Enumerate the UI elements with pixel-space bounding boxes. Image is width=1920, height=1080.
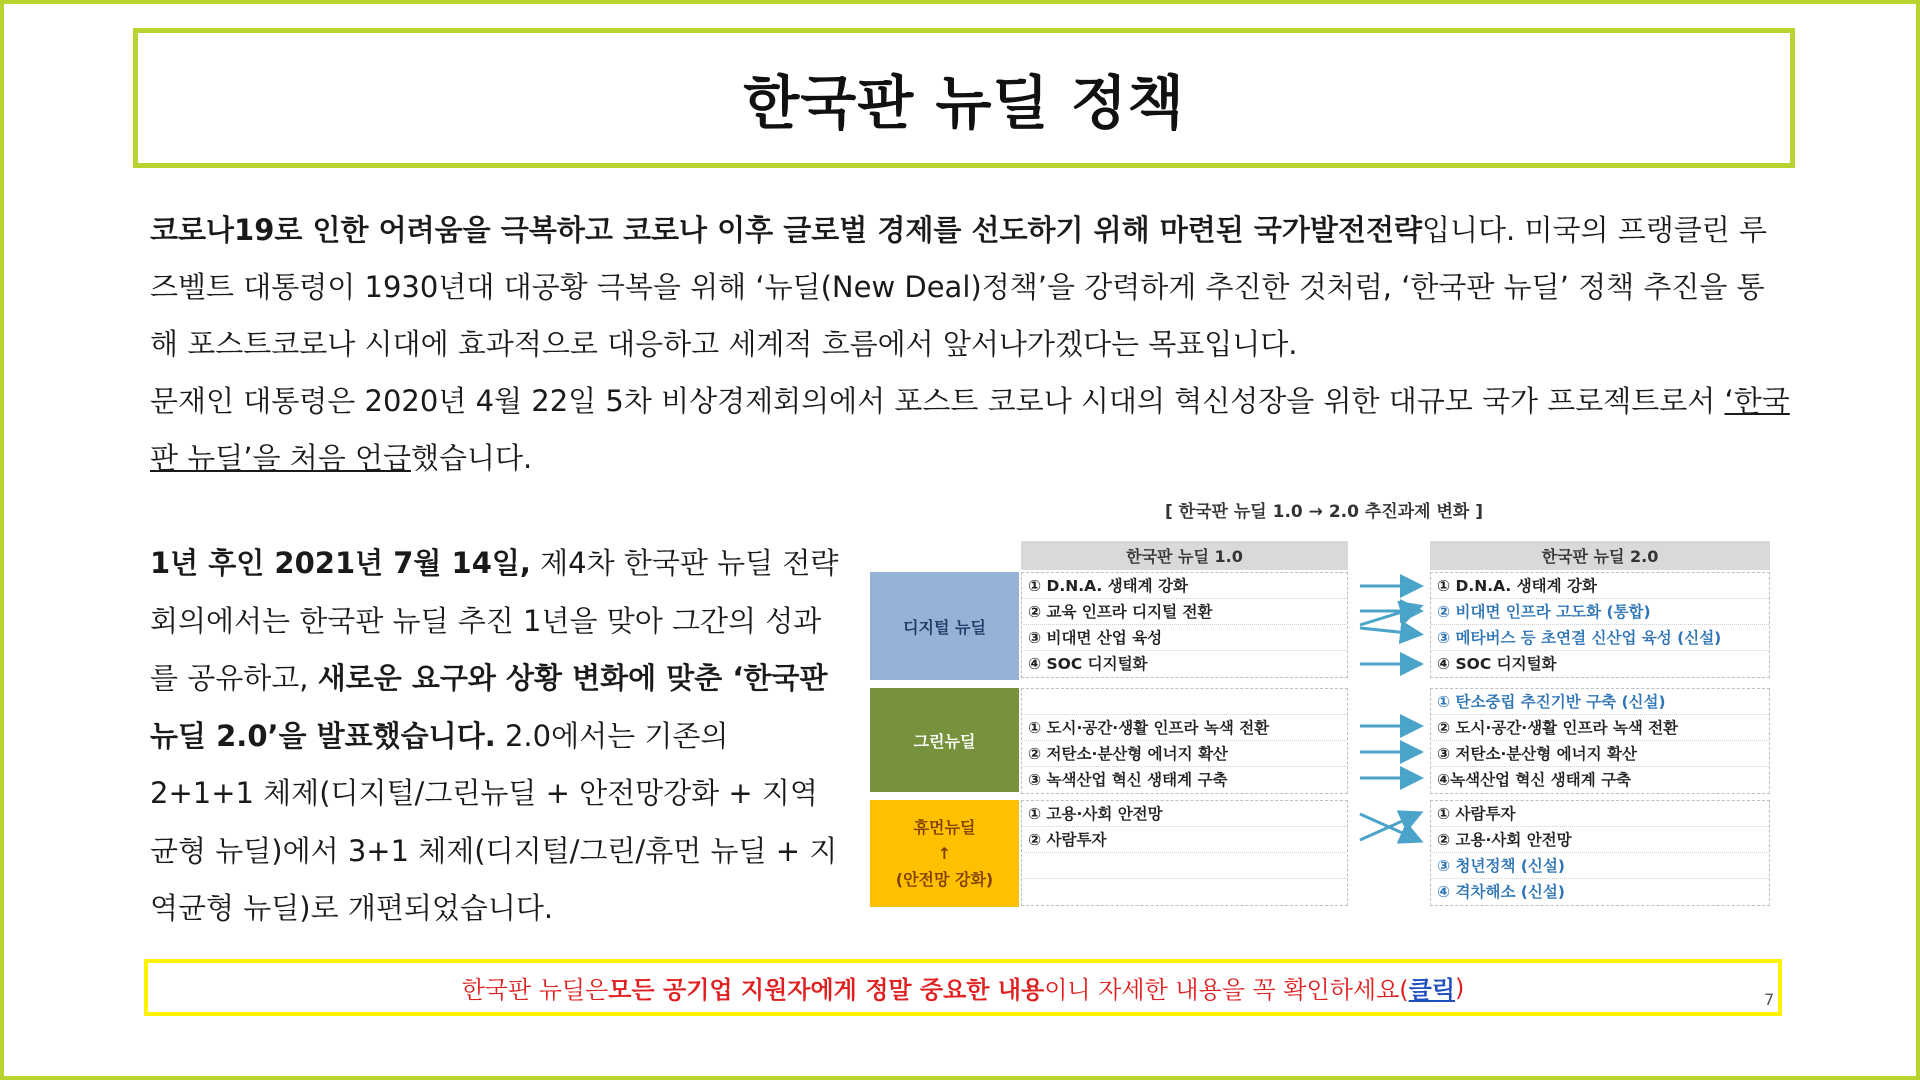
list-item: ② 도시·공간·생활 인프라 녹색 전환 xyxy=(1431,715,1769,741)
list-item: ② 교육 인프라 디지털 전환 xyxy=(1022,599,1347,625)
list-item: ④녹색산업 혁신 생태계 구축 xyxy=(1437,771,1632,789)
v1-digital-list xyxy=(1021,572,1348,678)
intro-underlined: ‘한국판 뉴딜’을 처음 언급 xyxy=(150,384,1790,475)
list-item: ② 저탄소·분산형 에너지 확산 xyxy=(1022,741,1347,767)
col-header-v2: 한국판 뉴딜 2.0 xyxy=(1430,541,1770,570)
notice-bold: 모든 공기업 지원자에게 정말 중요한 내용 xyxy=(608,976,1045,1004)
list-item: ① D.N.A. 생태계 강화 xyxy=(1022,573,1347,599)
list-item: ③ 비대면 산업 육성 xyxy=(1022,625,1347,651)
category-human xyxy=(870,800,1019,907)
notice-box xyxy=(144,959,1782,1016)
category-human-arrow: ↑ xyxy=(937,843,952,863)
category-digital xyxy=(870,572,1019,680)
list-item: ③ 저탄소·분산형 에너지 확산 xyxy=(1431,741,1769,767)
list-item: ④ SOC 디지털화 xyxy=(1437,655,1557,673)
v2-digital-list xyxy=(1430,572,1770,678)
list-item: ① 사람투자 xyxy=(1431,801,1769,827)
category-green-label: 그린뉴딜 xyxy=(913,731,976,751)
intro-bold-lead: 코로나19로 인한 어려움을 극복하고 코로나 이후 글로벌 경제를 선도하기 위해 마련된 국가발전전략 xyxy=(150,213,1422,247)
list-item: ③ 메타버스 등 초연결 신산업 육성 (신설) xyxy=(1431,625,1769,651)
list-item: ③ 청년정책 (신설) xyxy=(1431,853,1769,879)
v1-green-list xyxy=(1021,688,1348,794)
figure-caption: [ 한국판 뉴딜 1.0 → 2.0 추진과제 변화 ] xyxy=(1164,502,1483,522)
category-human-line2: (안전망 강화) xyxy=(895,869,994,889)
list-item: ④ 격차해소 (신설) xyxy=(1437,883,1565,901)
comparison-figure xyxy=(870,541,1770,906)
list-item: ③ 녹색산업 혁신 생태계 구축 xyxy=(1028,771,1228,789)
intro-text-2: 문재인 대통령은 2020년 4월 22일 5차 비상경제회의에서 포스트 코로나 시대의 혁신성장을 위한 대규모 국가 프로젝트로서 xyxy=(150,384,1725,418)
category-digital-label: 디지털 뉴딜 xyxy=(903,617,986,637)
list-item xyxy=(1022,689,1347,715)
page-title: 한국판 뉴딜 정책 xyxy=(743,69,1185,137)
second-text-2: 2.0에서는 기존의 2+1+1 체제(디지털/그린뉴딜 + 안전망강화 + 지역균형 뉴딜)에서 3+1 체제(디지털/그린/휴먼 뉴딜 + 지역균형 뉴딜)로 개편되었습니다. xyxy=(150,718,838,925)
list-item: ④ SOC 디지털화 xyxy=(1028,655,1148,673)
transition-arrows xyxy=(1350,570,1430,910)
list-item xyxy=(1022,853,1347,879)
notice-click-link[interactable]: 클릭 xyxy=(1408,976,1456,1004)
notice-text-2: 이니 자세한 내용을 꼭 확인하세요( xyxy=(1044,976,1409,1004)
category-human-line1: 휴먼뉴딜 xyxy=(913,817,976,837)
newdeal-2-paragraph xyxy=(150,535,840,938)
list-item: ① 도시·공간·생활 인프라 녹색 전환 xyxy=(1022,715,1347,741)
intro-text-1: 입니다. 미국의 프랭클린 루즈벨트 대통령이 1930년대 대공황 극복을 위해 ‘뉴딜(New Deal)정책’을 강력하게 추진한 것처럼, ‘한국판 뉴딜’ 정책 추진을 통해 포스트코로나 시대에 효과적으로 대응하고 세계적 흐름에서 앞서나가겠다는 목표입니다. xyxy=(150,213,1768,361)
v2-green-list xyxy=(1430,688,1770,794)
list-item: ② 비대면 인프라 고도화 (통합) xyxy=(1431,599,1769,625)
intro-text-3: 했습니다. xyxy=(411,441,533,475)
list-item: ① D.N.A. 생태계 강화 xyxy=(1431,573,1769,599)
notice-text-3: ) xyxy=(1455,973,1465,1002)
second-bold-1: 1년 후인 2021년 7월 14일, xyxy=(150,546,531,580)
col-header-v1: 한국판 뉴딜 1.0 xyxy=(1021,541,1348,570)
notice-text-1: 한국판 뉴딜은 xyxy=(461,976,609,1004)
intro-paragraph xyxy=(150,202,1790,487)
page-number: 7 xyxy=(1764,990,1775,1009)
title-box xyxy=(133,28,1795,168)
list-item: ① 고용·사회 안전망 xyxy=(1022,801,1347,827)
category-green xyxy=(870,688,1019,792)
list-item: ① 탄소중립 추진기반 구축 (신설) xyxy=(1431,689,1769,715)
list-item xyxy=(1022,879,1347,905)
list-item: ② 고용·사회 안전망 xyxy=(1431,827,1769,853)
arrow-icon xyxy=(1360,628,1418,634)
second-text-1: 제4차 한국판 뉴딜 전략회의에서는 한국판 뉴딜 추진 1년을 맞아 그간의 성과를 공유하고, xyxy=(150,546,839,695)
list-item: ② 사람투자 xyxy=(1022,827,1347,853)
v2-human-list xyxy=(1430,800,1770,906)
v1-human-list xyxy=(1021,800,1348,906)
second-bold-2: 새로운 요구와 상황 변화에 맞춘 ‘한국판 뉴딜 2.0’을 발표했습니다. xyxy=(150,661,828,753)
